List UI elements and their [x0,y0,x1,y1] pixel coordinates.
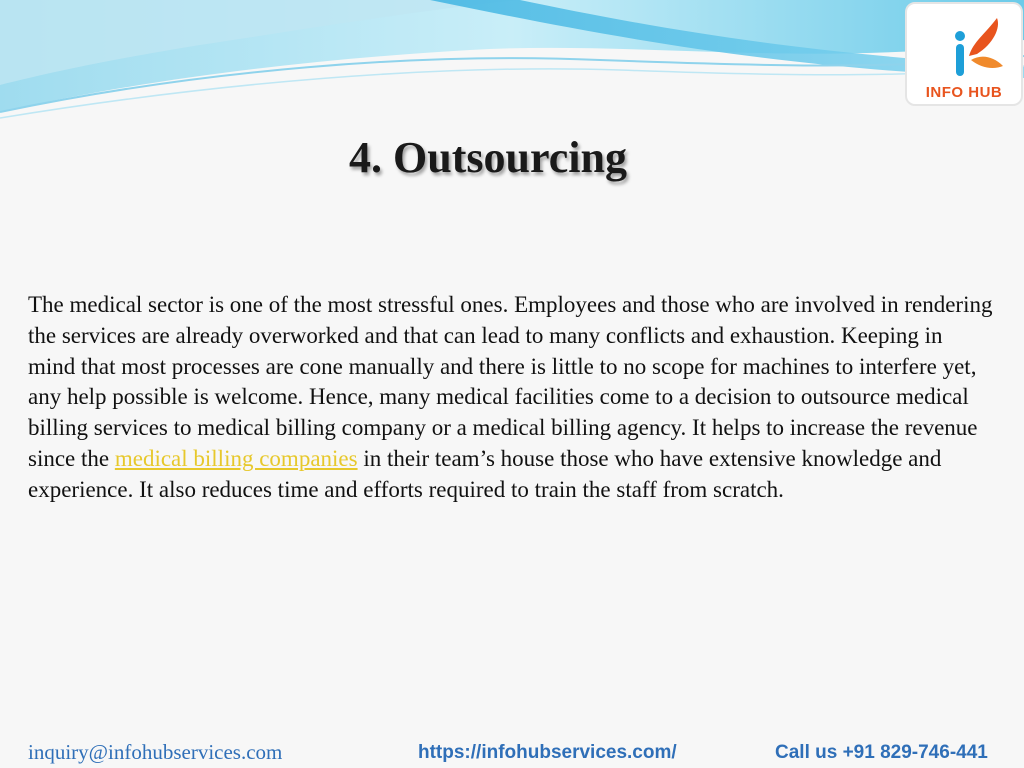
body-paragraph [28,290,993,506]
footer-website[interactable]: https://infohubservices.com/ [418,742,677,763]
footer-phone: Call us +91 829-746-441 [775,742,988,763]
company-logo [905,2,1023,106]
paragraph-text-before-link: The medical sector is one of the most stressful ones. Employees and those who are involved in rendering the services are already overworked and that can lead to many conflicts and exhaustion. Keeping in mind that most processes are cone manually and there is little to no scope for machines to interfere yet, any help possible is welcome. Hence, many medical facilities come to a decision to outsource medical billing services to medical billing company or a medical billing agency. It helps to increase the revenue since the [28,292,993,471]
header-wave-decoration [0,0,1024,130]
medical-billing-companies-link[interactable]: medical billing companies [114,445,358,471]
footer-email[interactable]: inquiry@infohubservices.com [28,740,283,764]
logo-text: INFO HUB [925,84,1003,101]
paragraph-text-after-link: in their team’s house those who have extensive knowledge and experience. It also reduces time and efforts required to train the staff from scratch. [28,445,942,502]
slide-title: 4. Outsourcing [349,133,627,182]
